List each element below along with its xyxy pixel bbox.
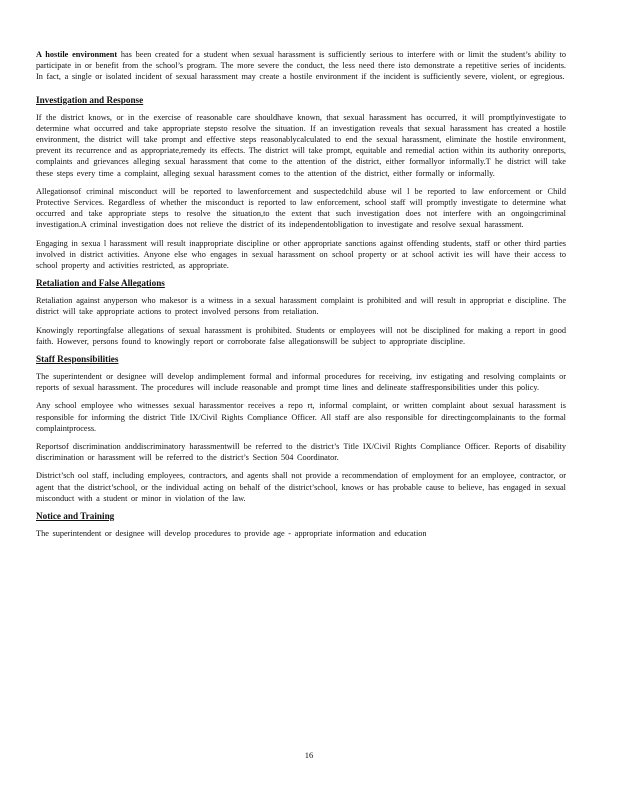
retaliation-paragraph-2: Knowingly reportingfalse allegations of sexual harassment is prohibited. Students or employees will not be disciplined for making a report in good faith. However, persons found to knowingly report or corroborate false allegationswill be subject to appropriate discipline.	[36, 325, 566, 346]
investigation-paragraph-1: If the district knows, or in the exercise of reasonable care shouldhave known, that sexual harassment has occurred, it will promptlyinvestigate to determine what occurred and take appropriate stepsto resolve the situation. If an investigation reveals that sexual harassment has created a hostile environment, the district will take prompt and effective steps reasonablycalculated to end the sexual harassment, eliminate the hostile environment, prevent its recurrence and as appropriate,remedy its effects. The district will take prompt, equitable and remedial action within its authority onreports, complaints and grievances alleging sexual harassment that come to the attention of the district, either formallyor informally.T he district will take these steps every time a complaint, alleging sexual harassment comes to the attention of the district, either formally or informally.	[36, 112, 566, 178]
heading-staff-responsibilities: Staff Responsibilities	[36, 354, 119, 365]
staff-paragraph-4: District’sch ool staff, including employees, contractors, and agents shall not provide a recommendation of employment for an employee, contractor, or agent that the district’school, or the individual acting on behalf of the district’school, knows or has probable cause to believe, has engaged in sexual misconduct with a student or minor in violation of the law.	[36, 471, 566, 503]
heading-notice-and-training: Notice and Training	[36, 511, 115, 522]
staff-paragraph-1: The superintendent or designee will develop andimplement formal and informal procedures for receiving, inv estigating and resolving complaints or reports of sexual harassment. The procedures will include reasonable and prompt time lines and delineate staffresponsibilities under this policy.	[36, 372, 566, 393]
staff-paragraph-2: Any school employee who witnesses sexual harassmentor receives a repo rt, informal complaint, or written complaint about sexual harassment is responsible for informing the district Title IX/Civil Rights Compliance Officer. All staff are also responsible for directingcomplainants to the formal complaintprocess.	[36, 401, 566, 433]
page-number: 16	[304, 750, 314, 760]
intro-lead: A hostile environment	[36, 50, 118, 59]
notice-paragraph-1: The superintendent or designee will develop procedures to provide age - appropriate information and education	[36, 529, 427, 539]
retaliation-paragraph-1: Retaliation against anyperson who makesor is a witness in a sexual harassment complaint is prohibited and will result in appropriat e discipline. The district will take appropriate actions to protect involved persons from retaliation.	[36, 296, 566, 317]
staff-paragraph-3: Reportsof discrimination anddiscriminatory harassmentwill be referred to the district’s Title IX/Civil Rights Compliance Officer. Reports of disability discrimination or harassment will be referred to the district’s Section 504 Coordinator.	[36, 442, 566, 463]
investigation-paragraph-3: Engaging in sexua l harassment will result inappropriate discipline or other appropriate sanctions against offending students, staff or other third parties involved in district activities. Anyone else who engages in sexual harassment on school property or at school activit ies will have their access to school property and activities restricted, as appropriate.	[36, 238, 566, 271]
intro-paragraph	[36, 49, 566, 83]
intro-text: has been created for a student when sexual harassment is sufficiently serious to interfere with or limit the student’s ability to participate in or benefit from the school’s program. The more severe the conduct, the less need there isto demonstrate a repetitive series of incidents. In fact, a single or isolated incident of sexual harassment may create a hostile environment if the incident is sufficiently severe, violent, or egregious.	[36, 50, 567, 82]
heading-retaliation-and-false-allegations: Retaliation and False Allegations	[36, 278, 165, 289]
investigation-paragraph-2: Allegationsof criminal misconduct will be reported to lawenforcement and suspectedchild abuse wil l be reported to law enforcement or Child Protective Services. Regardless of whether the misconduct is reported to law enforcement, school staff will promptly investigate to determine what occurred and take appropriate steps to resolve the situation,to the extent that such investigation does not interfere with an ongoingcriminal investigation.A criminal investigation does not relieve the district of its independentobligation to investigate and resolve sexual harassment.	[36, 186, 566, 230]
heading-investigation-and-response: Investigation and Response	[36, 94, 144, 105]
